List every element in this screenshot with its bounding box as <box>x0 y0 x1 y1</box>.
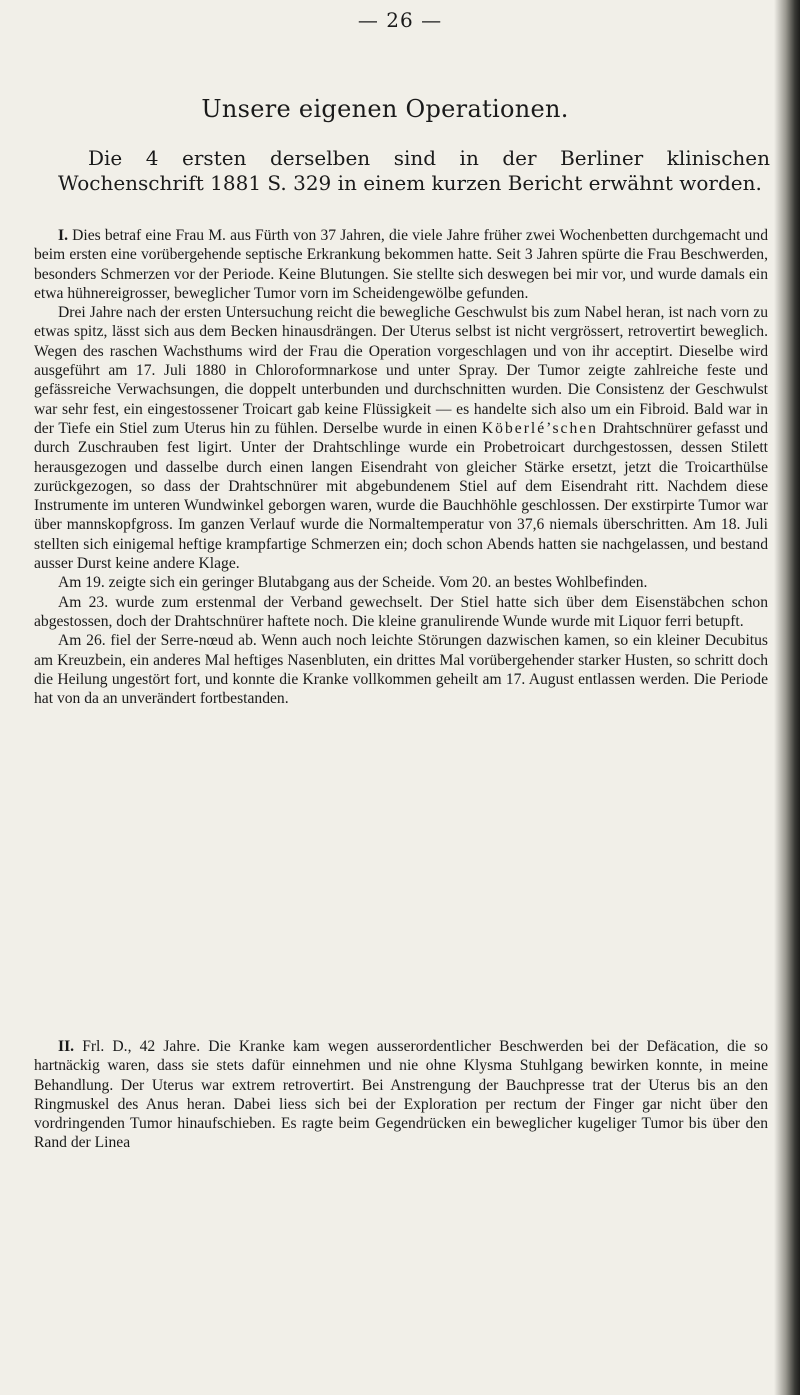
intro-text: Die 4 ersten derselben sind in der Berliner klinischen Wochenschrift 1881 S. 329 in einem kurzen Bericht erwähnt worden. <box>58 146 770 195</box>
case-1-paragraph-3: Am 19. zeigte sich ein geringer Blutabgang aus der Scheide. Vom 20. an bestes Wohlbefinden. <box>58 574 648 592</box>
section-heading: Unsere eigenen Operationen. <box>201 95 569 123</box>
case-1-section <box>34 226 768 708</box>
case-1-paragraph-2 <box>34 303 768 573</box>
case-2-p1-text: Frl. D., 42 Jahre. Die Kranke kam wegen ausserordentlicher Beschwerden bei der Defäcation, die so hartnäckig waren, dass sie stets dafür einnehmen und nie ohne Klysma Stuhlgang bewirken konnte, in meine Behandlung. Der Uterus war extrem retrovertirt. Bei Anstrengung der Bauchpresse trat der Uterus bis an den Ringmuskel des Anus heran. Dabei liess sich bei der Exploration per rectum der Finger gar nicht über den vordringenden Tumor hinaufschieben. Es ragte beim Gegendrücken ein beweglicher kugeliger Tumor bis über den Rand der Linea <box>34 1038 768 1152</box>
case-1-p2-text-a: Drei Jahre nach der ersten Untersuchung reicht die bewegliche Geschwulst bis zum Nabel heran, ist nach vorn zu etwas spitz, lässt sich aus dem Becken hinausdrängen. Der Uterus selbst ist nicht vergrössert, retrovertirt beweglich. Wegen des raschen Wachsthums wird der Frau die Operation vorgeschlagen und von ihr acceptirt. Dieselbe wird ausgeführt am 17. Juli 1880 in Chloroformnarkose und unter Spray. Der Tumor zeigte zahlreiche feste und gefässreiche Verwachsungen, die doppelt unterbunden und durchschnitten wurden. Die Consistenz der Geschwulst war sehr fest, ein eingestossener Troicart gab keine Flüssigkeit — es handelte sich also um ein Fibroid. Bald war in der Tiefe ein Stiel zum Uterus hin zu fühlen. Derselbe wurde in einen <box>34 304 768 437</box>
page-edge-shadow <box>774 0 800 1395</box>
case-2-section <box>34 1037 768 1153</box>
case-2-paragraph-1 <box>34 1037 768 1153</box>
case-1-paragraph-1 <box>34 226 768 303</box>
case-1-paragraph-4: Am 23. wurde zum erstenmal der Verband gewechselt. Der Stiel hatte sich über dem Eisenstäbchen schon abgestossen, doch der Drahtschnürer haftete noch. Die kleine granulirende Wunde wurde mit Liquor ferri betupft. <box>34 593 768 630</box>
case-1-paragraph-5: Am 26. fiel der Serre-nœud ab. Wenn auch noch leichte Störungen dazwischen kamen, so ein kleiner Decubitus am Kreuzbein, ein anderes Mal heftiges Nasenbluten, ein drittes Mal vorübergehender starker Husten, so schritt doch die Heilung ungestört fort, und konnte die Kranke vollkommen geheilt am 17. August entlassen werden. Die Periode hat von da an unverändert fortbestanden. <box>34 632 768 708</box>
case-1-number: I. <box>58 227 68 244</box>
case-2-number: II. <box>58 1038 75 1055</box>
intro-paragraph <box>58 146 770 196</box>
case-1-p1-text: Dies betraf eine Frau M. aus Fürth von 37 Jahren, die viele Jahre früher zwei Wochenbetten durchgemacht und beim ersten eine vorübergehende septische Erkrankung bekommen hatte. Seit 3 Jahren spürte die Frau Beschwerden, besonders Schmerzen vor der Periode. Keine Blutungen. Sie stellte sich deswegen bei mir vor, und wurde damals ein etwa hühnereigrosser, beweglicher Tumor vorn im Scheidengewölbe gefunden. <box>34 227 768 302</box>
case-1-p2-text-b: Drahtschnürer gefasst und durch Zuschrauben fest ligirt. Unter der Drahtschlinge wurde ein Probetroicart durchgestossen, dessen Stilett herausgezogen und dasselbe durch einen langen Eisendraht von gleicher Stärke ersetzt, jetzt die Troicarthülse zurückgezogen, so dass der Drahtschnürer mit abgebundenem Stiel auf dem Eisendraht ritt. Nachdem diese Instrumente im unteren Wundwinkel geborgen waren, wurde die Bauchhöhle geschlossen. Der exstirpirte Tumor war über mannskopfgross. Im ganzen Verlauf wurde die Normaltemperatur von 37,6 niemals überschritten. Am 18. Juli stellten sich einigemal heftige krampfartige Schmerzen ein; doch schon Abends hatten sie nachgelassen, und bestand ausser Durst keine andere Klage. <box>34 419 769 573</box>
page-number: — 26 — <box>357 8 443 32</box>
case-1-surgeon-name: Köberlé’schen <box>481 419 598 437</box>
